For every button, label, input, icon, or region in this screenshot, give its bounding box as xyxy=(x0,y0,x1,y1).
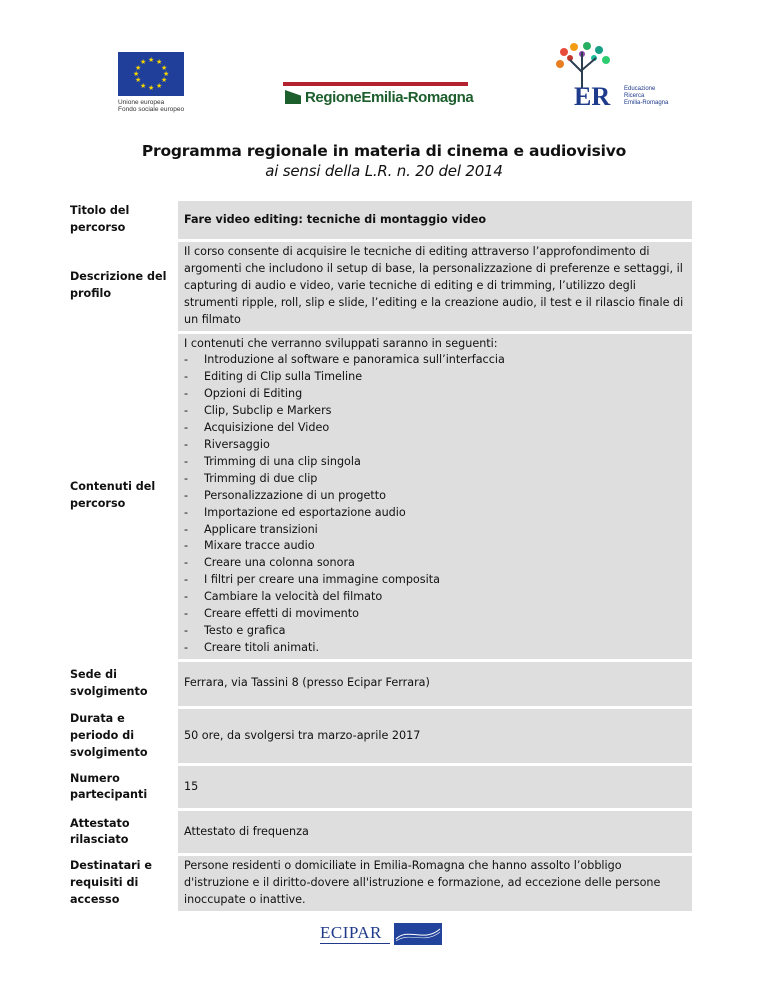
value-sede: Ferrara, via Tassini 8 (presso Ecipar Ferrara) xyxy=(178,662,692,706)
contenuti-item: - Creare una colonna sonora xyxy=(184,555,686,572)
region-name: RegioneEmilia-Romagna xyxy=(305,89,474,106)
contenuti-item: - Applicare transizioni xyxy=(184,522,686,539)
row-titolo xyxy=(66,201,692,239)
ecipar-underline xyxy=(320,943,390,944)
contenuti-item: - Introduzione al software e panoramica sull’interfaccia xyxy=(184,352,686,369)
eu-caption xyxy=(118,99,188,113)
title-block xyxy=(0,142,768,180)
row-sede xyxy=(66,662,692,706)
contenuti-item: - Personalizzazione di un progetto xyxy=(184,488,686,505)
er-caption xyxy=(624,86,668,107)
contenuti-item: - Cambiare la velocità del filmato xyxy=(184,589,686,606)
contenuti-item: - Importazione ed esportazione audio xyxy=(184,505,686,522)
educazione-ricerca-logo xyxy=(554,42,674,114)
eu-caption-line1: Unione europea xyxy=(118,99,165,106)
label-numero: Numero partecipanti xyxy=(66,766,178,808)
row-numero xyxy=(66,766,692,808)
row-descrizione xyxy=(66,242,692,331)
er-caption-line3: Emilia-Romagna xyxy=(624,100,669,106)
contenuti-intro: I contenuti che verranno sviluppati saranno in seguenti: xyxy=(184,336,498,350)
eu-caption-line2: Fondo sociale europeo xyxy=(118,106,185,113)
contenuti-item: - Editing di Clip sulla Timeline xyxy=(184,369,686,386)
value-durata: 50 ore, da svolgersi tra marzo-aprile 2017 xyxy=(178,709,692,764)
eu-logo xyxy=(118,52,188,113)
er-letters: ER xyxy=(574,82,611,111)
row-attestato xyxy=(66,811,692,853)
value-titolo: Fare video editing: tecniche di montaggio video xyxy=(178,201,692,239)
contenuti-list xyxy=(184,352,686,656)
label-titolo: Titolo del percorso xyxy=(66,201,178,239)
ecipar-flag-icon xyxy=(394,923,442,945)
contenuti-item: - Clip, Subclip e Markers xyxy=(184,403,686,420)
value-descrizione: Il corso consente di acquisire le tecniche di editing attraverso l’approfondimento di argomenti che includono il setup di base, la personalizzazione di preferenze e settaggi, il capturing di audio e video, varie tecniche di editing e di trimming, l’utilizzo degli strumenti ripple, roll, slip e slide, l’editing e la creazione audio, il test e il rilascio finale di un filmato xyxy=(178,242,692,331)
ecipar-logo xyxy=(320,914,450,964)
er-caption-line2: Ricerca xyxy=(624,93,645,99)
contenuti-item: - Riversaggio xyxy=(184,437,686,454)
row-destinatari xyxy=(66,856,692,911)
label-durata: Durata e periodo di svolgimento xyxy=(66,709,178,764)
course-info-table xyxy=(66,198,692,914)
contenuti-item: - Trimming di una clip singola xyxy=(184,454,686,471)
row-contenuti xyxy=(66,334,692,659)
label-attestato: Attestato rilasciato xyxy=(66,811,178,853)
label-contenuti: Contenuti del percorso xyxy=(66,334,178,659)
er-caption-line1: Educazione xyxy=(624,86,656,92)
ecipar-brand: ECIPAR xyxy=(320,923,382,942)
contenuti-item: - I filtri per creare una immagine composita xyxy=(184,572,686,589)
contenuti-item: - Creare titoli animati. xyxy=(184,640,686,657)
value-contenuti xyxy=(178,334,692,659)
row-durata xyxy=(66,709,692,764)
region-logo-bar xyxy=(283,82,468,86)
label-sede: Sede di svolgimento xyxy=(66,662,178,706)
eu-flag-icon: ★ ★ ★ ★ ★ ★ ★ ★ ★ ★ ★ ★ xyxy=(118,52,184,96)
page-title: Programma regionale in materia di cinema e audiovisivo xyxy=(141,142,627,160)
regione-emilia-romagna-logo xyxy=(283,82,474,108)
contenuti-item: - Acquisizione del Video xyxy=(184,420,686,437)
region-mark-icon xyxy=(285,90,301,104)
page-subtitle: ai sensi della L.R. n. 20 del 2014 xyxy=(265,162,503,180)
value-destinatari: Persone residenti o domiciliate in Emilia-Romagna che hanno assolto l’obbligo d'istruzione e il diritto-dovere all'istruzione e formazione, ad eccezione delle persone inoccupate o inattive. xyxy=(178,856,692,911)
label-destinatari: Destinatari e requisiti di accesso xyxy=(66,856,178,911)
value-numero: 15 xyxy=(178,766,692,808)
contenuti-item: - Opzioni di Editing xyxy=(184,386,686,403)
contenuti-item: - Mixare tracce audio xyxy=(184,538,686,555)
contenuti-item: - Creare effetti di movimento xyxy=(184,606,686,623)
label-descrizione: Descrizione del profilo xyxy=(66,242,178,331)
value-attestato: Attestato di frequenza xyxy=(178,811,692,853)
contenuti-item: - Trimming di due clip xyxy=(184,471,686,488)
header-logos xyxy=(0,0,768,120)
contenuti-item: - Testo e grafica xyxy=(184,623,686,640)
